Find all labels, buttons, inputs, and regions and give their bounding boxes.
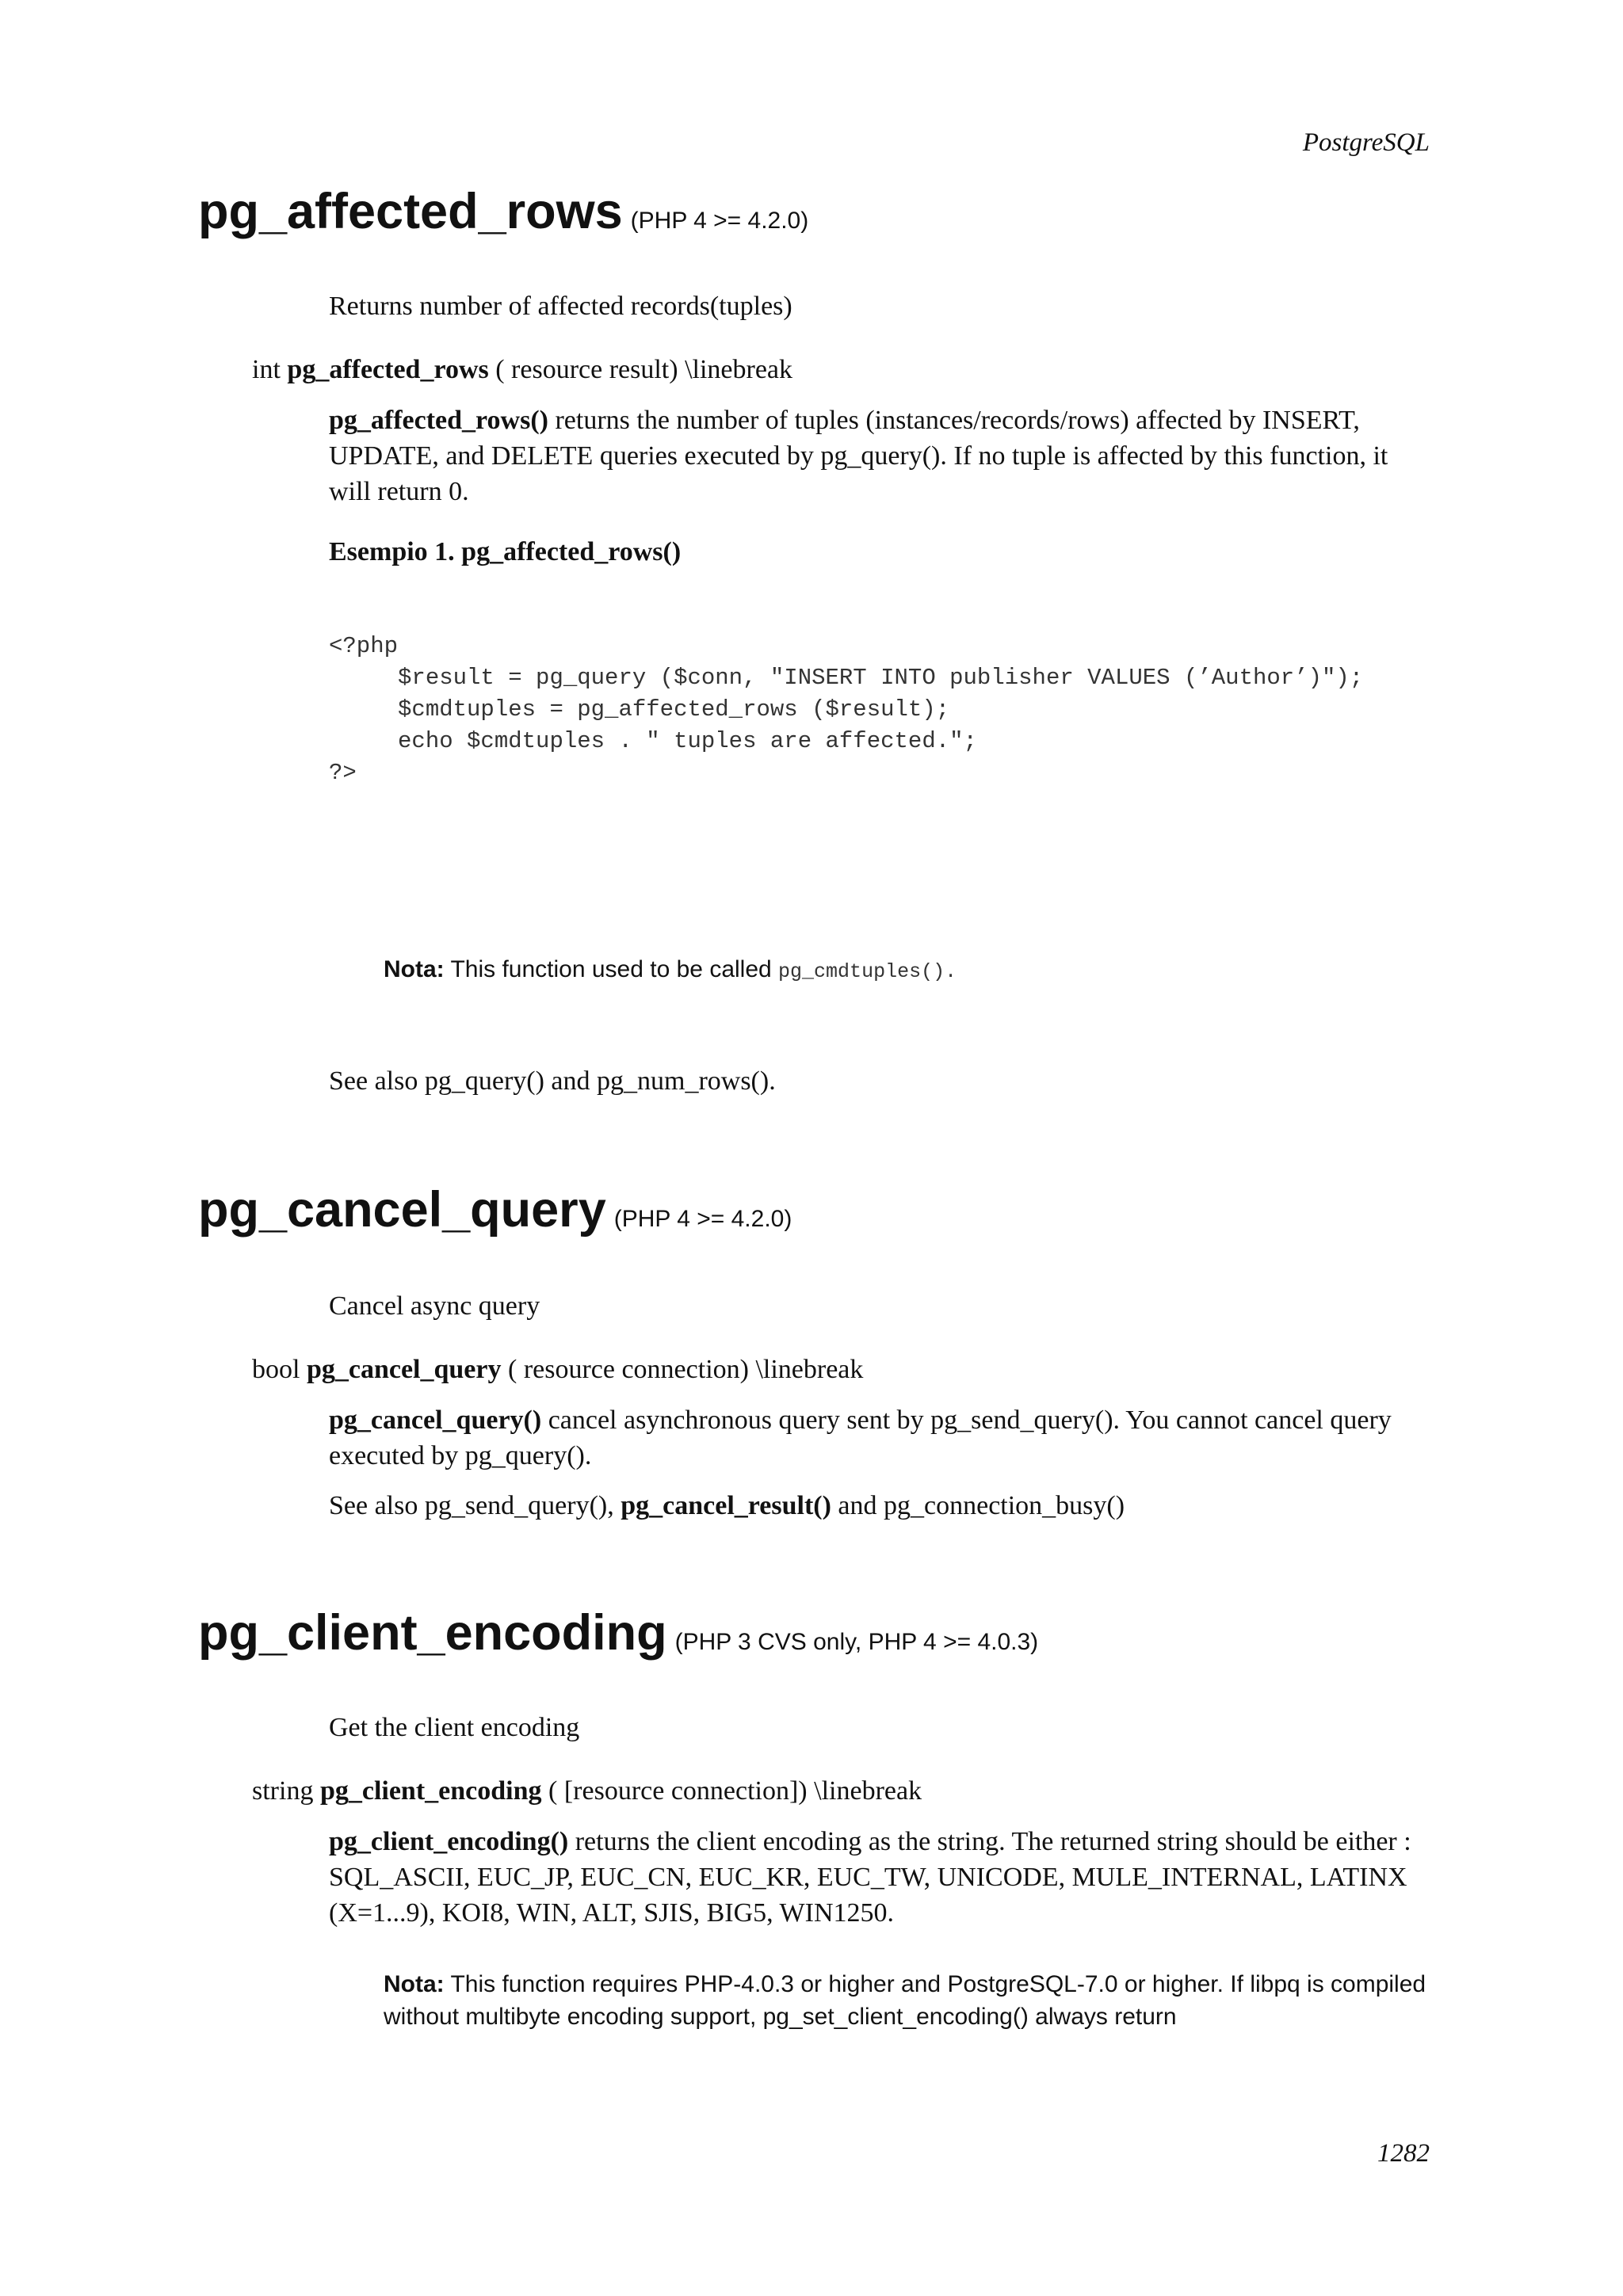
function-version: (PHP 3 CVS only, PHP 4 >= 4.0.3) xyxy=(674,1629,1039,1655)
note-inline-code: pg_cmdtuples(). xyxy=(778,960,957,983)
see-also xyxy=(329,1488,1430,1524)
see-also-bold-function: pg_cancel_result() xyxy=(621,1491,831,1520)
function-signature xyxy=(252,355,792,385)
signature-function-name: pg_affected_rows xyxy=(287,355,489,384)
signature-function-name: pg_client_encoding xyxy=(319,1776,542,1806)
see-also-text-end: and pg_connection_busy() xyxy=(831,1491,1125,1520)
function-version: (PHP 4 >= 4.2.0) xyxy=(630,208,809,234)
function-title-pg-client-encoding xyxy=(198,1605,1039,1661)
function-version: (PHP 4 >= 4.2.0) xyxy=(613,1206,792,1232)
note xyxy=(384,1968,1438,2033)
function-name: pg_client_encoding xyxy=(198,1605,667,1661)
function-title-pg-affected-rows xyxy=(198,184,809,239)
description-function-name: pg_cancel_query() xyxy=(329,1405,542,1435)
description-function-name: pg_client_encoding() xyxy=(329,1827,569,1856)
function-name: pg_cancel_query xyxy=(198,1182,606,1238)
description-text: cancel asynchronous query sent by pg_send_query(). You cannot cancel query executed by pg_query(). xyxy=(329,1405,1392,1470)
description-text: returns the number of tuples (instances/records/rows) affected by INSERT, UPDATE, and DELETE queries executed by pg_query(). If no tuple is affected by this function, it will return 0. xyxy=(329,406,1388,506)
see-also-text: See also pg_send_query(), xyxy=(329,1491,621,1520)
note-label: Nota: xyxy=(384,956,445,982)
function-description xyxy=(329,1824,1430,1931)
function-description xyxy=(329,402,1430,509)
function-signature xyxy=(252,1355,863,1385)
function-summary: Cancel async query xyxy=(329,1291,540,1321)
function-summary: Get the client encoding xyxy=(329,1713,580,1742)
function-description xyxy=(329,1402,1430,1474)
signature-params: ( [resource connection]) \linebreak xyxy=(548,1776,922,1806)
note-label: Nota: xyxy=(384,1971,445,1997)
description-function-name: pg_affected_rows() xyxy=(329,406,548,435)
signature-function-name: pg_cancel_query xyxy=(306,1355,502,1384)
function-title-pg-cancel-query xyxy=(198,1182,792,1238)
signature-params: ( resource result) \linebreak xyxy=(495,355,792,384)
see-also: See also pg_query() and pg_num_rows(). xyxy=(329,1066,776,1096)
example-title: Esempio 1. pg_affected_rows() xyxy=(329,537,682,566)
function-name: pg_affected_rows xyxy=(198,184,623,239)
example-code-block: <?php $result = pg_query ($conn, "INSERT INTO publisher VALUES (’Author’)"); $cmdtuples = pg_affected_rows ($result); echo $cmdtuples . " tuples are affected."; ?> xyxy=(329,633,1364,786)
return-type: bool xyxy=(252,1355,300,1384)
function-summary: Returns number of affected records(tuples) xyxy=(329,292,792,321)
running-header: PostgreSQL xyxy=(1302,128,1430,157)
description-text: returns the client encoding as the string. The returned string should be either : SQL_ASCII, EUC_JP, EUC_CN, EUC_KR, EUC_TW, UNICODE, MULE_INTERNAL, LATINX (X=1...9), KOI8, WIN, ALT, SJIS, BIG5, WIN1250. xyxy=(329,1827,1411,1928)
signature-params: ( resource connection) \linebreak xyxy=(508,1355,864,1384)
note-text: This function used to be called xyxy=(444,956,779,982)
page-number: 1282 xyxy=(1377,2139,1430,2168)
note xyxy=(384,953,1438,988)
note-text: This function requires PHP-4.0.3 or higher and PostgreSQL-7.0 or higher. If libpq is compiled without multibyte encoding support, pg_set_client_encoding() always return xyxy=(384,1971,1426,2030)
return-type: int xyxy=(252,355,281,384)
function-signature xyxy=(252,1776,922,1806)
return-type: string xyxy=(252,1776,314,1806)
